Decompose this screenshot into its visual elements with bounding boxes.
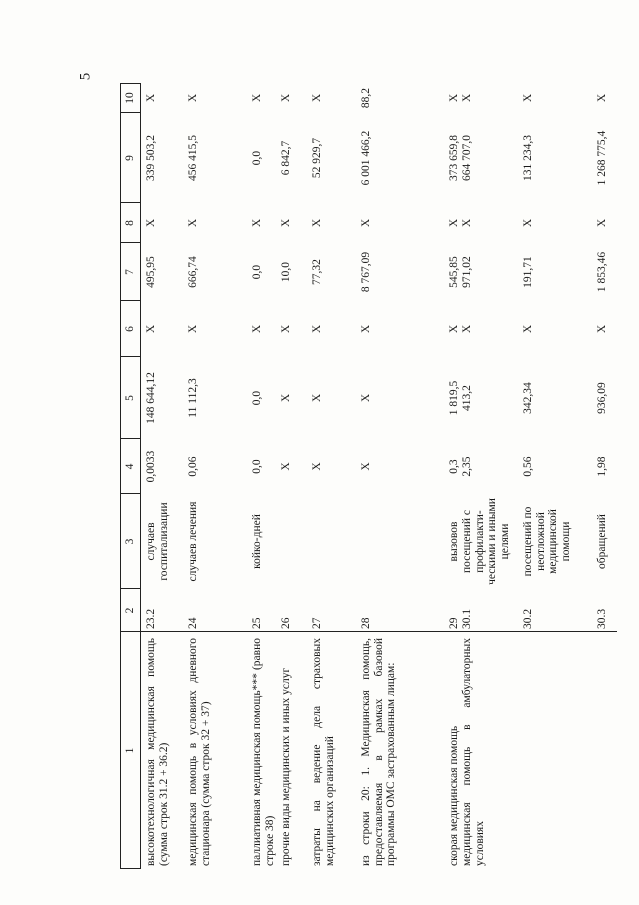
row-col6: X [448, 324, 460, 334]
row-col8: X [448, 218, 460, 228]
row-col4: X [311, 462, 323, 471]
row-col7: 0,0 [251, 264, 263, 280]
row-description: высокотехнологичная медицинская помощь (сумма строк 31.2 + 36.2) [145, 638, 170, 866]
row-col9: 1 268 775,4 [596, 130, 608, 186]
row-col5: 1 819,5 [448, 380, 460, 416]
row-col7: 971,02 [461, 256, 473, 288]
row-col9: 131 234,3 [522, 135, 534, 181]
row-col4: 0,0033 [145, 450, 157, 483]
row-col5: 413,2 [461, 385, 473, 411]
row-col9: 456 415,5 [187, 135, 199, 181]
column-header-9: 9 [124, 155, 136, 161]
row-col4: X [360, 462, 372, 471]
row-col7: 495,95 [145, 256, 157, 288]
row-col4: X [280, 462, 292, 471]
row-col6: X [360, 324, 372, 334]
row-col10: X [448, 93, 460, 103]
row-col6: X [596, 324, 608, 334]
row-col9: 52 929,7 [311, 137, 323, 179]
row-col5: 342,34 [522, 382, 534, 414]
row-col10: 88,2 [360, 87, 372, 109]
row-unit: койко-дней [251, 514, 263, 569]
row-col8: X [360, 218, 372, 228]
row-col10: X [522, 93, 534, 103]
column-header-1: 1 [124, 747, 136, 754]
row-col7: 545,85 [448, 256, 460, 288]
row-col10: X [311, 93, 323, 103]
row-col5: X [280, 393, 292, 403]
row-col5: 11 112,3 [187, 378, 199, 418]
row-col5: 148 644,12 [145, 372, 157, 424]
row-col5: 936,09 [596, 382, 608, 414]
col-border [120, 631, 617, 632]
row-col6: X [251, 324, 263, 334]
row-code: 28 [360, 617, 372, 629]
row-unit: обращений [596, 514, 608, 569]
row-unit: вызовов [448, 521, 460, 562]
row-description: затраты на ведение дела страховых медицинских организаций [311, 638, 336, 866]
row-col10: X [596, 93, 608, 103]
row-code: 23.2 [145, 608, 157, 629]
row-col7: 77,32 [311, 259, 323, 285]
row-description: из строки 20: 1. Медицинская помощь, предоставляемая в рамках базовой программы ОМС застрахованным лицам: [360, 638, 398, 866]
row-col6: X [311, 324, 323, 334]
page-number: 5 [77, 72, 94, 81]
column-header-5: 5 [124, 395, 136, 401]
row-code: 24 [187, 617, 199, 629]
row-col8: X [251, 218, 263, 228]
row-col6: X [145, 324, 157, 334]
row-col9: 6 842,7 [280, 140, 292, 176]
row-col9: 664 707,0 [461, 135, 473, 181]
row-col6: X [280, 324, 292, 334]
row-code: 30.1 [461, 608, 473, 629]
column-header-7: 7 [124, 269, 136, 275]
row-unit: случаев госпитализации [145, 502, 170, 581]
row-description: прочие виды медицинских и иных услуг [280, 667, 292, 866]
row-col5: 0,0 [251, 390, 263, 406]
rotated-table-frame [120, 83, 617, 869]
row-col7: 8 767,09 [360, 251, 372, 293]
row-col4: 1,98 [596, 456, 608, 477]
row-code: 26 [280, 617, 292, 629]
row-description: паллиативная медицинская помощь*** (равно строке 38) [251, 638, 276, 866]
row-code: 25 [251, 617, 263, 629]
row-col4: 0,0 [251, 459, 263, 474]
row-col8: X [522, 218, 534, 228]
row-col4: 0,56 [522, 456, 534, 477]
row-col9: 6 001 466,2 [360, 130, 372, 186]
row-col6: X [187, 324, 199, 334]
row-col10: X [251, 93, 263, 103]
row-col10: X [187, 93, 199, 103]
row-code: 27 [311, 617, 323, 629]
row-col8: X [280, 218, 292, 228]
row-col8: X [145, 218, 157, 228]
row-col8: X [596, 218, 608, 228]
row-code: 29 [448, 617, 460, 629]
row-col9: 339 503,2 [145, 135, 157, 181]
row-col9: 0,0 [251, 150, 263, 166]
row-col8: X [311, 218, 323, 228]
row-code: 30.3 [596, 608, 608, 629]
row-col4: 0,06 [187, 456, 199, 477]
row-description: скорая медицинская помощь [448, 725, 460, 866]
row-col8: X [187, 218, 199, 228]
header-separator [140, 83, 141, 869]
row-col10: X [461, 93, 473, 103]
column-header-3: 3 [124, 538, 136, 545]
row-col6: X [522, 324, 534, 334]
row-description: медицинская помощь в амбулаторных условиях [461, 638, 486, 866]
row-col7: 1 853,46 [596, 251, 608, 293]
row-unit: посещений с профилакти-ческими и иными целями [461, 498, 511, 585]
row-col9: 373 659,8 [448, 135, 460, 181]
column-header-2: 2 [124, 607, 136, 614]
row-col6: X [461, 324, 473, 334]
column-header-8: 8 [124, 220, 136, 226]
data-table [120, 83, 617, 869]
row-unit: случаев лечения [187, 501, 199, 582]
row-col10: X [145, 93, 157, 103]
row-col10: X [280, 93, 292, 103]
row-description: медицинская помощь в условиях дневного стационара (сумма строк 32 + 37) [187, 638, 212, 866]
column-header-6: 6 [124, 326, 136, 332]
row-col4: 2,35 [461, 456, 473, 477]
row-col7: 666,74 [187, 256, 199, 288]
row-code: 30.2 [522, 608, 534, 629]
row-col4: 0,3 [448, 459, 460, 474]
column-header-4: 4 [124, 463, 136, 470]
row-col7: 191,71 [522, 256, 534, 288]
row-col5: X [311, 393, 323, 403]
row-col5: X [360, 393, 372, 403]
row-col7: 10,0 [280, 261, 292, 283]
row-unit: посещений по неотложной медицинской помощи [522, 506, 572, 577]
column-header-10: 10 [124, 92, 136, 104]
row-col8: X [461, 218, 473, 228]
